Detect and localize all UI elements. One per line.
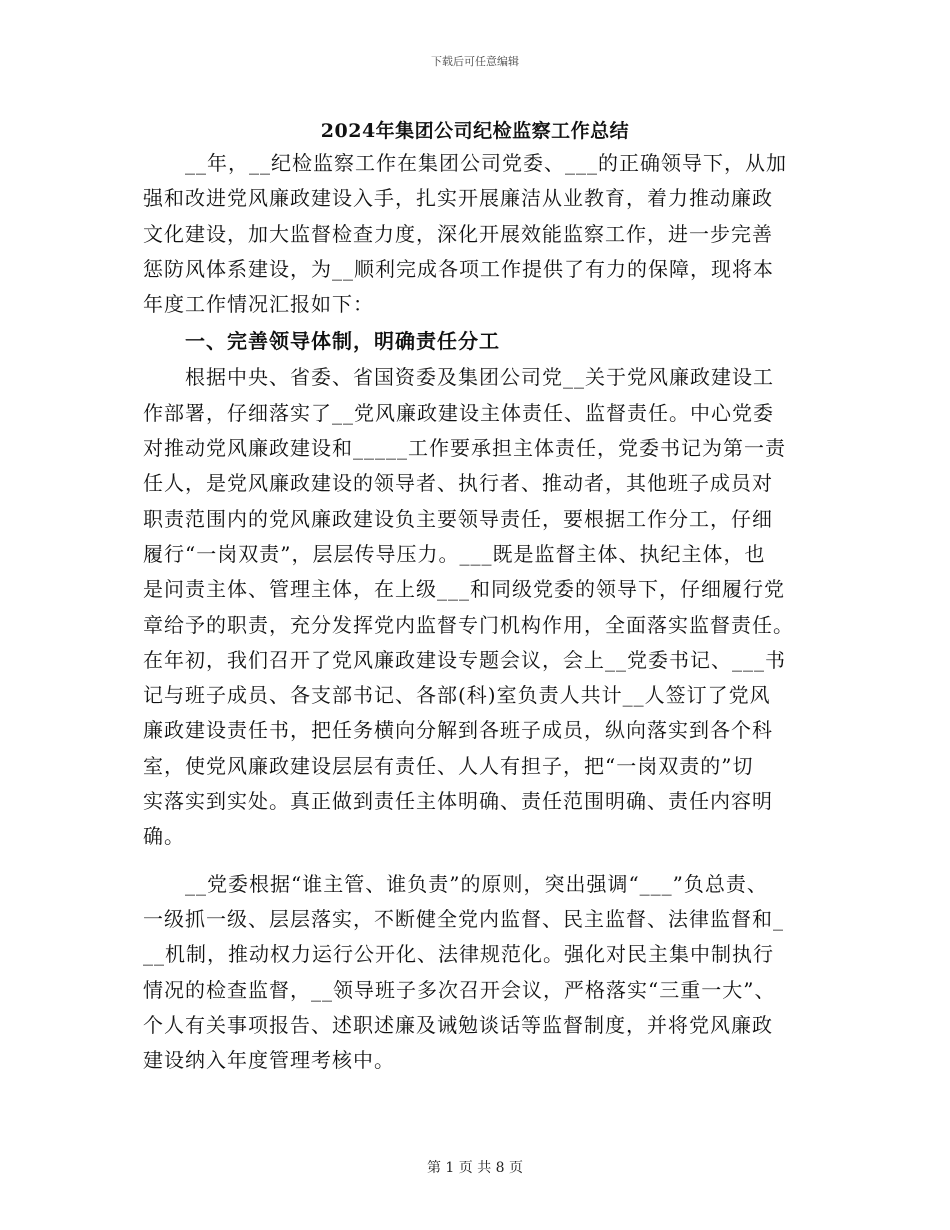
- text-line: 建设纳入年度管理考核中。: [143, 1048, 395, 1073]
- text-line: 情况的检查监督，__领导班子多次召开会议，严格落实“三重一大”、: [143, 977, 776, 1002]
- text-line: 实落实到实处。真正做到责任主体明确、责任范围明确、责任内容明: [143, 789, 773, 814]
- text-line: __党委根据“谁主管、谁负责”的原则，突出强调“___”负总责、: [143, 871, 768, 896]
- page-header: 下载后可任意编辑: [431, 55, 519, 68]
- text-line: 职责范围内的党风廉政建设负主要领导责任，要根据工作分工，仔细: [143, 506, 773, 531]
- page-footer: 第 1 页 共 8 页: [426, 1160, 524, 1176]
- text-line: 年度工作情况汇报如下：: [143, 292, 374, 317]
- text-line: 对推动党风廉政建设和_____工作要承担主体责任，党委书记为第一责: [143, 436, 786, 461]
- section-heading: 一、完善领导体制，明确责任分工: [143, 329, 500, 354]
- text-line: 文化建设，加大监督检查力度，深化开展效能监察工作，进一步完善: [143, 221, 773, 246]
- text-line: 强和改进党风廉政建设入手，扎实开展廉洁从业教育，着力推动廉政: [143, 186, 773, 211]
- text-line: __年，__纪检监察工作在集团公司党委、___的正确领导下，从加: [143, 151, 787, 175]
- text-line: 是问责主体、管理主体，在上级___和同级党委的领导下，仔细履行党: [143, 577, 785, 602]
- document-title: 2024年集团公司纪检监察工作总结: [320, 120, 630, 142]
- paragraph-spacer: [143, 855, 826, 867]
- text-line: 惩防风体系建设，为__顺利完成各项工作提供了有力的保障，现将本: [143, 256, 774, 281]
- text-line: 在年初，我们召开了党风廉政建设专题会议，会上__党委书记、___书: [143, 647, 786, 672]
- text-line: 廉政建设责任书，把任务横向分解到各班子成员，纵向落实到各个科: [143, 718, 773, 743]
- text-line: 个人有关事项报告、述职述廉及诫勉谈话等监督制度，并将党风廉政: [143, 1012, 773, 1037]
- text-line: 根据中央、省委、省国资委及集团公司党__关于党风廉政建设工: [143, 365, 774, 390]
- paragraph-1: [143, 360, 826, 854]
- text-line: 一级抓一级、层层落实，不断健全党内监督、民主监督、法律监督和_: [143, 906, 784, 931]
- text-line: 任人，是党风廉政建设的领导者、执行者、推动者，其他班子成员对: [143, 471, 773, 496]
- paragraph-2: [143, 867, 826, 1079]
- text-line: 确。: [143, 824, 185, 849]
- text-line: __机制，推动权力运行公开化、法律规范化。强化对民主集中制执行: [143, 942, 774, 967]
- text-line: 记与班子成员、各支部书记、各部(科)室负责人共计__人签订了党风: [143, 683, 771, 708]
- intro-paragraph: [143, 146, 826, 322]
- document-body: [143, 146, 826, 1078]
- text-line: 作部署，仔细落实了__党风廉政建设主体责任、监督责任。中心党委: [143, 400, 774, 425]
- text-line: 室，使党风廉政建设层层有责任、人人有担子，把“一岗双责的”切: [143, 753, 754, 778]
- text-line: 履行“一岗双责”，层层传导压力。___既是监督主体、执纪主体，也: [143, 541, 766, 566]
- text-line: 章给予的职责，充分发挥党内监督专门机构作用，全面落实监督责任。: [143, 612, 794, 637]
